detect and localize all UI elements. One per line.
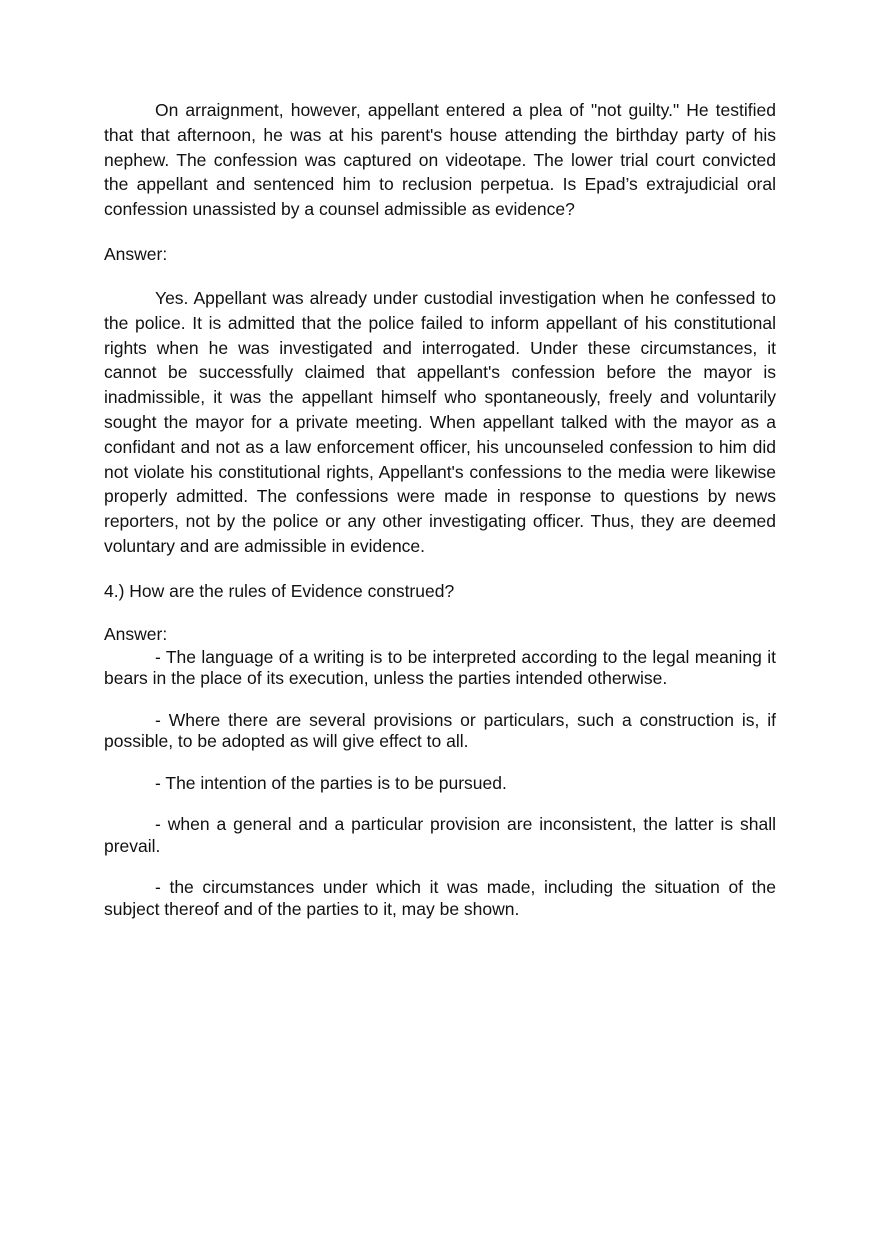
- list-item: - the circumstances under which it was made, including the situation of the subject thereof and of the parties to it, may be shown.: [104, 877, 776, 919]
- paragraph-arraignment: On arraignment, however, appellant entered a plea of "not guilty." He testified that that afternoon, he was at his parent's house attending the birthday party of his nephew. The confession was captured on videotape. The lower trial court convicted the appellant and sentenced him to reclusion perpetua. Is Epad’s extrajudicial oral confession unassisted by a counsel admissible as evidence?: [104, 100, 776, 220]
- list-item: - The language of a writing is to be interpreted according to the legal meaning it bears in the place of its execution, unless the parties intended otherwise.: [104, 646, 776, 689]
- list-item: - Where there are several provisions or particulars, such a construction is, if possible, to be adopted as will give effect to all.: [104, 709, 776, 752]
- answer-label: Answer:: [104, 243, 168, 264]
- paragraph-answer: Yes. Appellant was already under custodial investigation when he confessed to the police. It is admitted that the police failed to inform appellant of his constitutional rights when he was investigated and interrogated. Under these circumstances, it cannot be successfully claimed that appellant's confession before the mayor is inadmissible, it was the appellant himself who spontaneously, freely and voluntarily sought the mayor for a private meeting. When appellant talked with the mayor as a confidant and not as a law enforcement officer, his uncounseled confession to him did not violate his constitutional rights, Appellant's confessions to the media were likewise properly admitted. The confessions were made in response to questions by news reporters, not by the police or any other investigating officer. Thus, they are deemed voluntary and are admissible in evidence.: [104, 287, 776, 556]
- list-item: - The intention of the parties is to be pursued.: [155, 772, 507, 793]
- list-item: - when a general and a particular provision are inconsistent, the latter is shall prevail.: [104, 814, 776, 856]
- rules-list: [104, 647, 776, 921]
- answer-label: Answer:: [104, 623, 168, 644]
- question-heading: 4.) How are the rules of Evidence construed?: [104, 580, 455, 601]
- document-page: [104, 98, 776, 920]
